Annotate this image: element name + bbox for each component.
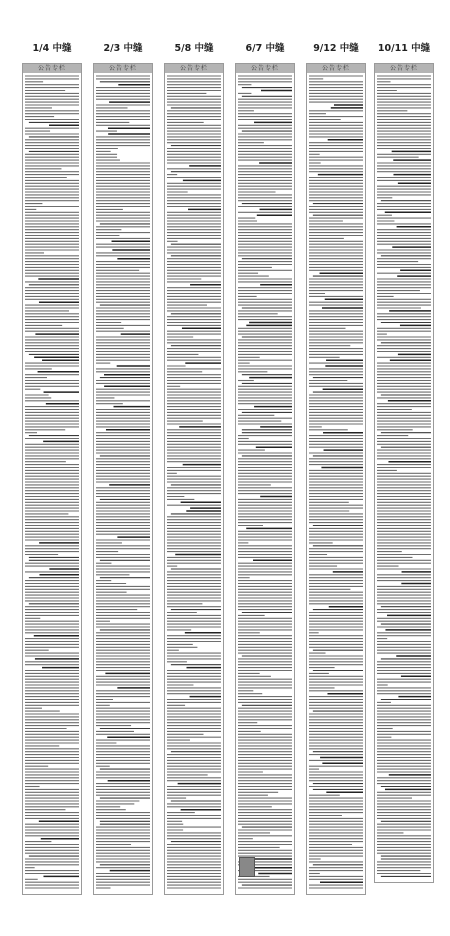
- notice-strip: [235, 63, 295, 895]
- strip-header: 公告专栏: [94, 64, 152, 73]
- text-lines-graphic: [25, 74, 79, 892]
- column-title: 1/4 中缝: [32, 43, 72, 54]
- strip-header: 公告专栏: [307, 64, 365, 73]
- strip-header: 公告专栏: [375, 64, 433, 73]
- column-title: 2/3 中缝: [103, 43, 143, 54]
- column-title: 5/8 中缝: [174, 43, 214, 54]
- column-title: 6/7 中缝: [245, 43, 285, 54]
- text-lines-graphic: [96, 74, 150, 892]
- notice-text-block: [167, 74, 221, 892]
- notice-strip: [22, 63, 82, 895]
- strip-header: 公告专栏: [165, 64, 223, 73]
- notice-strip: [93, 63, 153, 895]
- notice-text-block: [96, 74, 150, 892]
- strip-header: 公告专栏: [236, 64, 294, 73]
- text-lines-graphic: [309, 74, 363, 892]
- notice-text-block: [309, 74, 363, 892]
- notice-strip: [306, 63, 366, 895]
- text-lines-graphic: [377, 74, 431, 880]
- strip-header: 公告专栏: [23, 64, 81, 73]
- text-lines-graphic: [238, 74, 292, 892]
- notice-strip: [164, 63, 224, 895]
- text-lines-graphic: [167, 74, 221, 892]
- notice-text-block: [25, 74, 79, 892]
- notice-text-block: [377, 74, 431, 880]
- column-title: 9/12 中缝: [313, 43, 359, 54]
- notice-text-block: [238, 74, 292, 892]
- portrait-photo: [239, 857, 255, 877]
- column-title: 10/11 中缝: [377, 43, 431, 54]
- notice-strip: [374, 63, 434, 883]
